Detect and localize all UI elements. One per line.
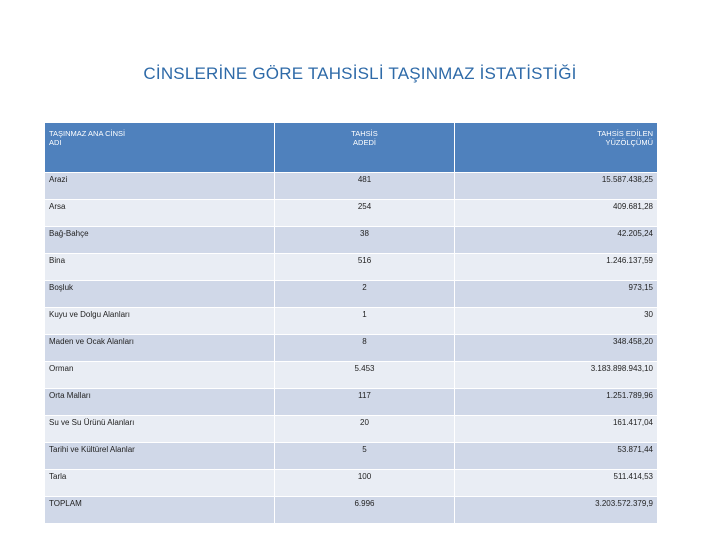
page-title: CİNSLERİNE GÖRE TAHSİSLİ TAŞINMAZ İSTATİSTİĞİ	[143, 64, 577, 83]
cell-allocated-area: 3.183.898.943,10	[455, 362, 658, 389]
cell-allocation-count: 254	[275, 200, 455, 227]
cell-allocation-count: 38	[275, 227, 455, 254]
cell-property-type: Orman	[45, 362, 275, 389]
statistics-table	[44, 122, 658, 524]
table-total-row	[45, 497, 658, 524]
cell-allocated-area: 973,15	[455, 281, 658, 308]
table-row	[45, 443, 658, 470]
cell-allocation-count: 481	[275, 173, 455, 200]
table-row	[45, 173, 658, 200]
cell-allocation-count: 516	[275, 254, 455, 281]
cell-property-type: Kuyu ve Dolgu Alanları	[45, 308, 275, 335]
cell-allocation-count: 100	[275, 470, 455, 497]
cell-property-type: Arazi	[45, 173, 275, 200]
cell-allocation-count: 117	[275, 389, 455, 416]
cell-property-type: Tarla	[45, 470, 275, 497]
cell-property-type: Bağ-Bahçe	[45, 227, 275, 254]
header-allocated-area	[455, 123, 658, 173]
table-body	[45, 173, 658, 524]
cell-allocation-count: 20	[275, 416, 455, 443]
cell-allocated-area: 53.871,44	[455, 443, 658, 470]
cell-allocation-count: 5.453	[275, 362, 455, 389]
cell-allocated-area: 1.246.137,59	[455, 254, 658, 281]
table-row	[45, 362, 658, 389]
table-row	[45, 308, 658, 335]
cell-total-label: TOPLAM	[45, 497, 275, 524]
header-allocation-count-line1: TAHSİS	[351, 129, 378, 138]
header-allocated-area-line2: YÜZÖLÇÜMÜ	[605, 138, 653, 147]
cell-property-type: Bina	[45, 254, 275, 281]
header-property-type-line2: ADI	[49, 138, 62, 147]
cell-property-type: Boşluk	[45, 281, 275, 308]
table-row	[45, 389, 658, 416]
header-allocation-count-line2: ADEDİ	[353, 138, 376, 147]
table-row	[45, 200, 658, 227]
table-row	[45, 416, 658, 443]
table-row	[45, 281, 658, 308]
cell-allocated-area: 15.587.438,25	[455, 173, 658, 200]
cell-allocation-count: 2	[275, 281, 455, 308]
cell-property-type: Orta Malları	[45, 389, 275, 416]
cell-total-count: 6.996	[275, 497, 455, 524]
cell-property-type: Su ve Su Ürünü Alanları	[45, 416, 275, 443]
table-row	[45, 470, 658, 497]
cell-allocation-count: 8	[275, 335, 455, 362]
cell-allocation-count: 5	[275, 443, 455, 470]
cell-allocated-area: 42.205,24	[455, 227, 658, 254]
cell-property-type: Arsa	[45, 200, 275, 227]
cell-allocated-area: 1.251.789,96	[455, 389, 658, 416]
cell-allocated-area: 409.681,28	[455, 200, 658, 227]
cell-allocated-area: 511.414,53	[455, 470, 658, 497]
header-property-type	[45, 123, 275, 173]
table-row	[45, 254, 658, 281]
table-header-row	[45, 123, 658, 173]
table-row	[45, 335, 658, 362]
cell-allocated-area: 30	[455, 308, 658, 335]
cell-property-type: Maden ve Ocak Alanları	[45, 335, 275, 362]
cell-allocated-area: 348.458,20	[455, 335, 658, 362]
table-row	[45, 227, 658, 254]
cell-allocation-count: 1	[275, 308, 455, 335]
header-allocation-count	[275, 123, 455, 173]
cell-allocated-area: 161.417,04	[455, 416, 658, 443]
cell-total-area: 3.203.572.379,9	[455, 497, 658, 524]
header-property-type-line1: TAŞINMAZ ANA CİNSİ	[49, 129, 126, 138]
header-allocated-area-line1: TAHSİS EDİLEN	[597, 129, 653, 138]
cell-property-type: Tarihi ve Kültürel Alanlar	[45, 443, 275, 470]
